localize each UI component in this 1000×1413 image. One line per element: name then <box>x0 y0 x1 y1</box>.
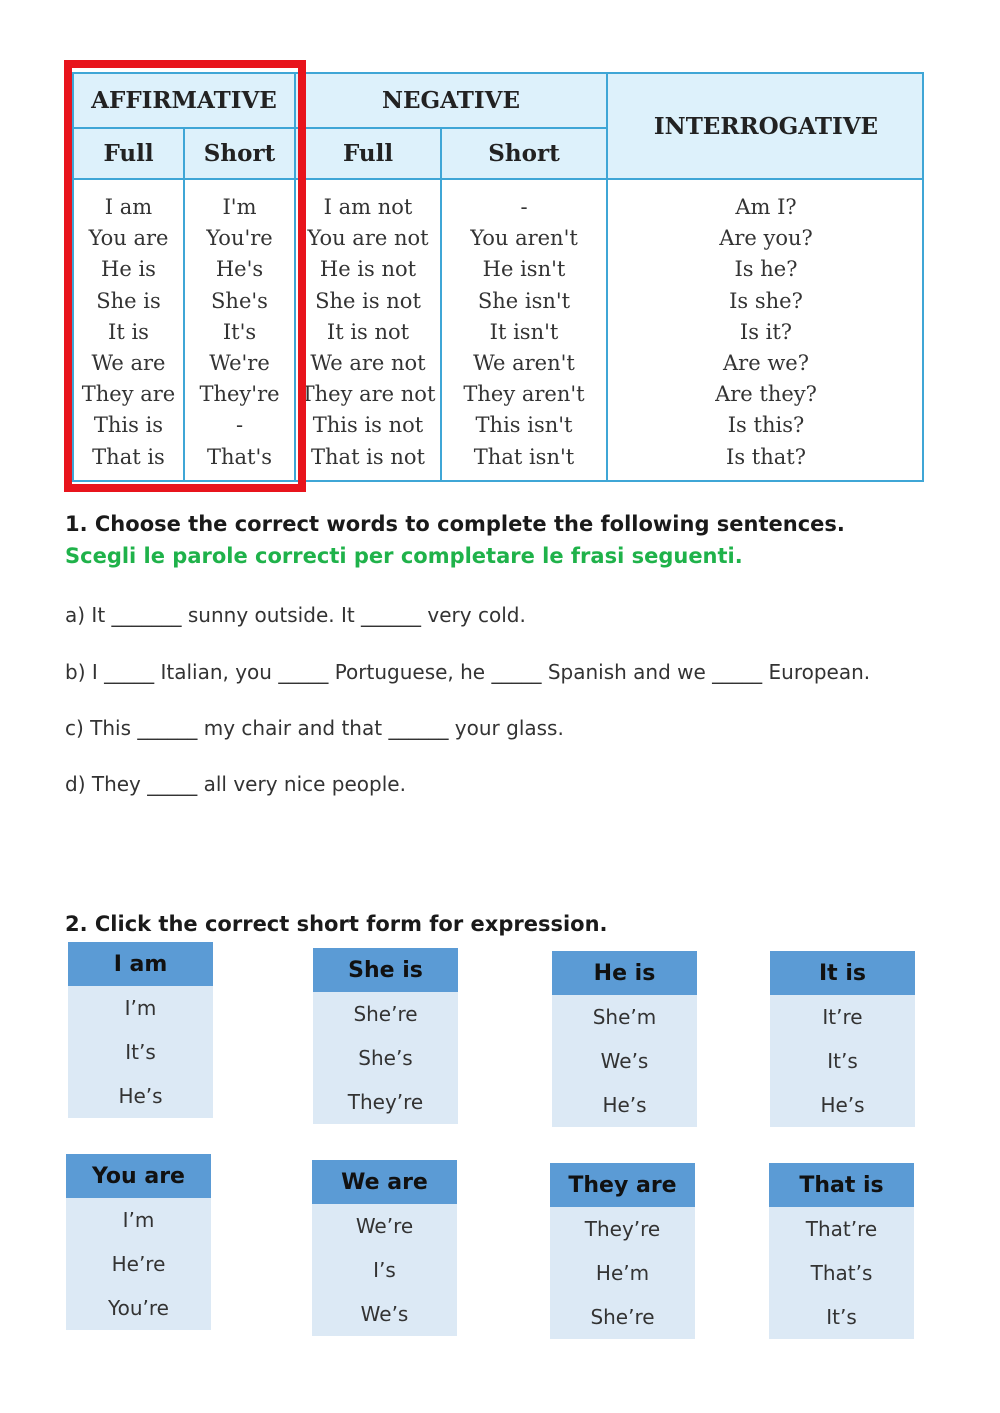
option-button[interactable]: It’s <box>827 1049 858 1073</box>
choice-card-she-is <box>313 948 458 1124</box>
option-button[interactable]: We’s <box>360 1302 409 1326</box>
sentence-c: c) This ______ my chair and that ______ your glass. <box>65 716 564 740</box>
table-cell: We are not <box>310 350 426 375</box>
option-button[interactable]: He’s <box>602 1093 647 1117</box>
table-cell: I'm <box>222 195 257 219</box>
option-button[interactable]: She’s <box>358 1046 413 1070</box>
affirmative-short-header: Short <box>203 140 276 167</box>
option-button[interactable]: They’re <box>347 1090 424 1114</box>
negative-full-header: Full <box>342 140 394 167</box>
table-cell: You're <box>206 226 273 251</box>
table-cell: That is <box>92 444 165 469</box>
card-heading: It is <box>770 951 915 995</box>
option-button[interactable]: They’re <box>584 1217 661 1241</box>
table-cell: He is not <box>319 257 417 282</box>
option-button[interactable]: You’re <box>108 1296 169 1320</box>
option-button[interactable]: I’s <box>373 1258 396 1282</box>
table-cell: You aren't <box>470 226 578 251</box>
option-button[interactable]: He’m <box>595 1261 650 1285</box>
table-cell: Is it? <box>739 319 793 344</box>
option-button[interactable]: He’s <box>118 1084 163 1108</box>
table-cell: She's <box>211 288 268 313</box>
sentence-a: a) It _______ sunny outside. It ______ very cold. <box>65 603 526 627</box>
table-cell: He isn't <box>482 257 566 282</box>
choice-card-you-are <box>66 1154 211 1330</box>
table-cell: They aren't <box>463 382 585 407</box>
table-cell: We are <box>91 350 166 375</box>
table-cell: It is not <box>326 319 410 344</box>
interrogative-header: INTERROGATIVE <box>653 112 879 140</box>
table-cell: - <box>235 413 244 438</box>
option-button[interactable]: We’re <box>355 1214 414 1238</box>
card-heading: You are <box>66 1154 211 1198</box>
table-cell: Is she? <box>729 288 803 313</box>
table-cell: He is <box>101 257 156 282</box>
choice-card-i-am <box>68 942 213 1118</box>
exercise1-subtitle: Scegli le parole correcti per completare le frasi seguenti. <box>65 544 743 568</box>
table-cell: Is that? <box>726 444 806 469</box>
sentence-d: d) They _____ all very nice people. <box>65 772 406 796</box>
table-cell: That isn't <box>473 444 575 469</box>
table-cell: We aren't <box>473 350 575 375</box>
card-heading: That is <box>769 1163 914 1207</box>
card-heading: I am <box>68 942 213 986</box>
negative-short-header: Short <box>488 140 560 167</box>
table-cell: You are not <box>307 226 429 251</box>
option-button[interactable]: She’re <box>590 1305 655 1329</box>
sentence-b: b) I _____ Italian, you _____ Portuguese, he _____ Spanish and we _____ European. <box>65 660 871 684</box>
option-button[interactable]: That’s <box>810 1261 873 1285</box>
option-button[interactable]: It’s <box>826 1305 857 1329</box>
table-cell: He's <box>215 257 264 282</box>
table-cell: This is not <box>312 413 424 438</box>
table-cell: It is <box>108 319 149 344</box>
table-cell: Are we? <box>723 350 809 375</box>
choice-card-that-is <box>769 1163 914 1339</box>
option-button[interactable]: We’s <box>600 1049 649 1073</box>
table-cell: This isn't <box>475 413 573 438</box>
option-button[interactable]: I’m <box>122 1208 155 1232</box>
option-button[interactable]: He’s <box>820 1093 865 1117</box>
option-button[interactable]: I’m <box>124 996 157 1020</box>
table-cell: This is <box>93 413 164 438</box>
negative-full-column <box>296 192 440 473</box>
choice-card-it-is <box>770 951 915 1127</box>
table-cell: Is this? <box>727 413 805 438</box>
table-cell: - <box>520 195 528 219</box>
affirmative-header: AFFIRMATIVE <box>91 87 277 114</box>
table-cell: Is he? <box>734 257 798 282</box>
table-cell: She isn't <box>477 288 571 313</box>
affirmative-full-header: Full <box>103 140 154 167</box>
card-heading: He is <box>552 951 697 995</box>
table-cell: You are <box>88 226 169 251</box>
card-heading: She is <box>313 948 458 992</box>
exercise1-title: 1. Choose the correct words to complete the following sentences. <box>65 512 845 536</box>
table-cell: It isn't <box>489 319 559 344</box>
table-cell: They are <box>81 382 176 407</box>
table-cell: I am not <box>323 195 413 219</box>
option-button[interactable]: It’s <box>125 1040 156 1064</box>
option-button[interactable]: That’re <box>805 1217 878 1241</box>
option-button[interactable]: She’m <box>592 1005 657 1029</box>
table-cell: We're <box>209 350 270 375</box>
option-button[interactable]: It’re <box>822 1005 863 1029</box>
table-cell: That's <box>206 444 273 469</box>
negative-short-column <box>442 192 606 473</box>
table-cell: Are you? <box>719 226 813 251</box>
option-button[interactable]: She’re <box>353 1002 418 1026</box>
table-cell: She is not <box>315 288 421 313</box>
choice-card-we-are <box>312 1160 457 1336</box>
exercise2-title: 2. Click the correct short form for expression. <box>65 912 608 936</box>
affirmative-highlight-frame <box>64 60 306 492</box>
option-button[interactable]: He’re <box>111 1252 166 1276</box>
table-cell: They're <box>199 382 280 407</box>
table-cell: Are they? <box>715 382 817 407</box>
table-cell: It's <box>222 319 257 344</box>
interrogative-column <box>608 192 924 473</box>
choice-card-he-is <box>552 951 697 1127</box>
choice-card-they-are <box>550 1163 695 1339</box>
table-cell: I am <box>104 195 153 219</box>
negative-header: NEGATIVE <box>381 87 521 114</box>
card-heading: They are <box>550 1163 695 1207</box>
card-heading: We are <box>312 1160 457 1204</box>
table-cell: Am I? <box>735 195 797 219</box>
table-cell: That is not <box>311 444 425 469</box>
table-cell: She is <box>96 288 161 313</box>
table-cell: They are not <box>300 382 436 407</box>
